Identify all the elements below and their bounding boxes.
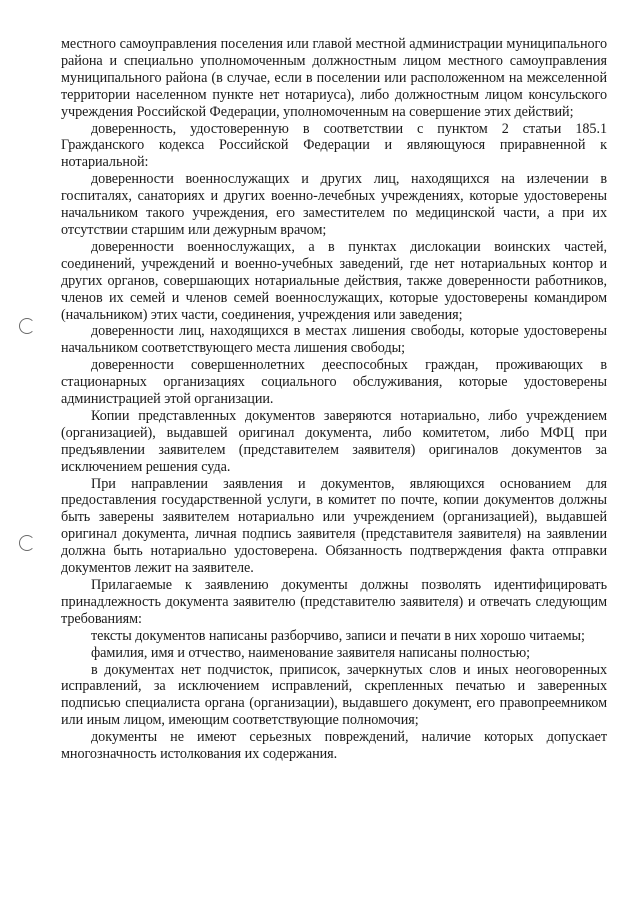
paragraph: в документах нет подчисток, приписок, зачеркнутых слов и иных неоговоренных исправлений, за исключением исправлений, скрепленных печатью и заверенных подписью специалиста органа (организации), выдавшего документ, его правопреемником или иным лицом, имеющим соответствующие полномочия; (61, 661, 607, 729)
paragraph: местного самоуправления поселения или главой местной администрации муниципального района и специально уполномоченным должностным лицом местного самоуправления муниципального района (в случае, если в поселении или расположенном на межселенной территории населенном пункте нет нотариуса), либо должностным лицом консульского учреждения Российской Федерации, уполномоченным на совершение этих действий; (61, 36, 607, 120)
paragraph: доверенности военнослужащих, а в пунктах дислокации воинских частей, соединений, учреждений и военно-учебных заведений, где нет нотариальных контор и других органов, совершающих нотариальные действия, также доверенности работников, членов их семей и членов семей военнослужащих, которые удостоверены командиром (начальником) этих части, соединения, учреждения или заведения; (61, 238, 607, 323)
paragraph: фамилия, имя и отчество, наименование заявителя написаны полностью; (91, 644, 531, 661)
paragraph: При направлении заявления и документов, являющихся основанием для предоставления государственной услуги, в комитет по почте, копии документов должны быть заверены заявителем нотариально или учреждением (организацией), выдавшей оригинал документа, личная подпись заявителя (представителя заявителя) на заявлении должна быть нотариально удостоверена. Обязанность подтверждения факта отправки документов лежит на заявителе. (61, 475, 607, 577)
paragraph: тексты документов написаны разборчиво, записи и печати в них хорошо читаемы; (91, 627, 585, 644)
paragraph: доверенности совершеннолетних дееспособных граждан, проживающих в стационарных организациях социального обслуживания, которые удостоверены администрацией этой организации. (61, 357, 607, 408)
punch-hole-mark (19, 318, 35, 334)
punch-hole-mark (19, 535, 35, 551)
paragraph: документы не имеют серьезных повреждений, наличие которых допускает многозначность истолкования их содержания. (61, 729, 607, 763)
document-page (61, 36, 607, 763)
paragraph: доверенности лиц, находящихся в местах лишения свободы, которые удостоверены начальником соответствующего места лишения свободы; (61, 323, 607, 357)
paragraph: Прилагаемые к заявлению документы должны позволять идентифицировать принадлежность документа заявителю (представителю заявителя) и отвечать следующим требованиям: (61, 577, 607, 627)
paragraph: доверенность, удостоверенную в соответствии с пунктом 2 статьи 185.1 Гражданского кодекса Российской Федерации и являющуюся приравненной к нотариальной: (61, 120, 607, 171)
paragraph: Копии представленных документов заверяются нотариально, либо учреждением (организацией), выдавшей оригинал документа, либо комитетом, либо МФЦ при предъявлении заявителем (представителем заявителя) оригиналов документов за исключением решения суда. (61, 407, 607, 475)
paragraph: доверенности военнослужащих и других лиц, находящихся на излечении в госпиталях, санаториях и других военно-лечебных учреждениях, которые удостоверены начальником такого учреждения, его заместителем по медицинской части, а при их отсутствии старшим или дежурным врачом; (61, 171, 607, 238)
